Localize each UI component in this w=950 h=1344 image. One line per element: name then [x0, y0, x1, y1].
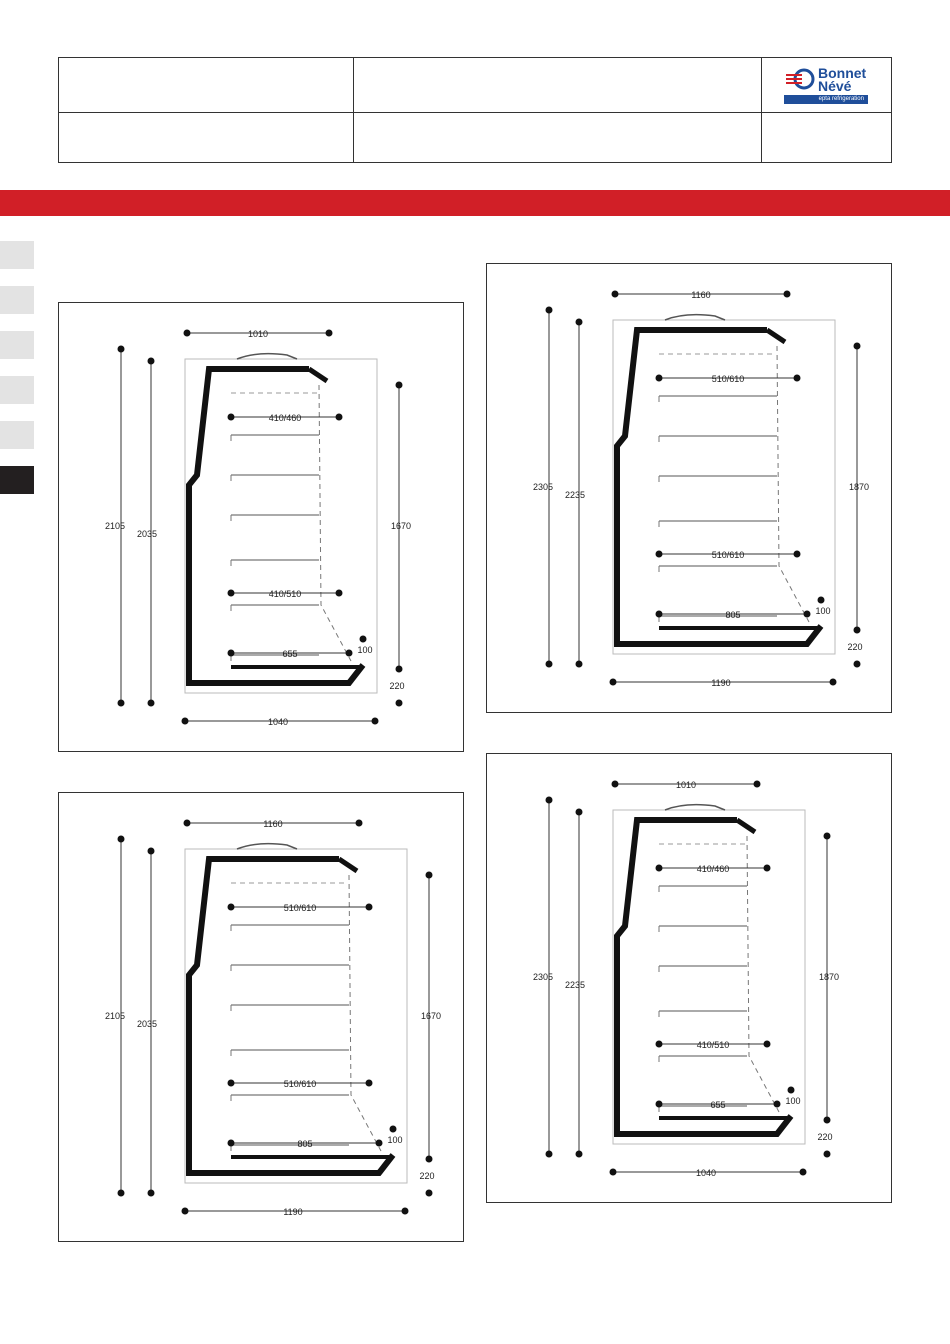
dimension-dot	[182, 1208, 189, 1215]
dimension-shelf-top: 510/610	[711, 374, 745, 384]
canopy-line	[665, 315, 725, 320]
dimension-dot	[546, 1151, 553, 1158]
dimension-base-height: 220	[847, 642, 863, 652]
top-lip	[737, 820, 755, 832]
canopy-line	[665, 805, 725, 810]
dimension-dot	[824, 1151, 831, 1158]
dimension-dot	[426, 872, 433, 879]
dimension-dot	[764, 1041, 771, 1048]
dimension-dot	[118, 836, 125, 843]
dimension-base-depth: 655	[282, 649, 298, 659]
dimension-dot	[228, 650, 235, 657]
brand-name-line2: Névé	[818, 78, 852, 94]
dimension-shelf-low: 510/610	[711, 550, 745, 560]
dimension-dot	[396, 382, 403, 389]
side-tab[interactable]	[0, 421, 34, 449]
brand-logo	[784, 64, 868, 104]
canopy-line	[237, 354, 297, 359]
header-row-divider	[59, 112, 891, 113]
dimension-dot	[390, 1126, 397, 1133]
dimension-gap: 100	[387, 1135, 403, 1145]
dimension-dot	[182, 718, 189, 725]
dimension-dot	[326, 330, 333, 337]
dimension-dot	[148, 358, 155, 365]
dimension-dot	[612, 291, 619, 298]
dimension-dot	[228, 1140, 235, 1147]
top-lip	[767, 330, 785, 342]
dimension-dot	[656, 551, 663, 558]
side-tab[interactable]	[0, 331, 34, 359]
header-divider	[353, 58, 354, 162]
cabinet-outline	[613, 810, 805, 1144]
side-tab[interactable]	[0, 241, 34, 269]
dimension-shelf-low: 410/510	[268, 589, 302, 599]
dimension-inner-height: 2235	[564, 980, 586, 990]
dimension-dot	[184, 820, 191, 827]
side-tab[interactable]	[0, 286, 34, 314]
cabinet-section-drawing	[59, 793, 463, 1241]
dimension-dot	[794, 375, 801, 382]
dimension-dot	[612, 781, 619, 788]
cabinet-section-drawing	[59, 303, 463, 751]
top-lip	[339, 859, 357, 871]
dimension-dot	[148, 1190, 155, 1197]
dimension-dot	[764, 865, 771, 872]
cabinet-drawing-panel	[486, 753, 892, 1203]
header-table	[58, 57, 892, 163]
air-curtain-line	[777, 346, 809, 622]
cabinet-section-drawing	[487, 754, 891, 1202]
dimension-dot	[118, 1190, 125, 1197]
dimension-dot	[426, 1190, 433, 1197]
dimension-dot	[854, 343, 861, 350]
dimension-dot	[824, 1117, 831, 1124]
air-curtain-line	[319, 385, 351, 661]
dimension-dot	[830, 679, 837, 686]
dimension-base-depth: 805	[725, 610, 741, 620]
dimension-dot	[376, 1140, 383, 1147]
dimension-dot	[656, 1041, 663, 1048]
section-band	[0, 190, 950, 216]
dimension-front-height: 1870	[818, 972, 840, 982]
dimension-dot	[656, 1101, 663, 1108]
dimension-dot	[546, 307, 553, 314]
dimension-bottom-width: 1040	[695, 1168, 717, 1178]
dimension-dot	[228, 590, 235, 597]
dimension-dot	[366, 904, 373, 911]
dimension-total-height: 2305	[532, 482, 554, 492]
dimension-bottom-width: 1190	[283, 1207, 303, 1217]
dimension-dot	[656, 611, 663, 618]
dimension-dot	[610, 1169, 617, 1176]
dimension-shelf-low: 410/510	[696, 1040, 730, 1050]
dimension-dot	[784, 291, 791, 298]
dimension-dot	[788, 1087, 795, 1094]
cabinet-outline	[185, 359, 377, 693]
dimension-dot	[148, 848, 155, 855]
dimension-dot	[610, 679, 617, 686]
dimension-gap: 100	[785, 1096, 801, 1106]
dimension-base-depth: 805	[297, 1139, 313, 1149]
dimension-dot	[546, 797, 553, 804]
dimension-dot	[804, 611, 811, 618]
dimension-base-height: 220	[419, 1171, 435, 1181]
dimension-front-height: 1870	[848, 482, 870, 492]
dimension-dot	[854, 627, 861, 634]
dimension-dot	[426, 1156, 433, 1163]
dimension-top-width: 1160	[263, 819, 283, 829]
dimension-base-depth: 655	[710, 1100, 726, 1110]
dimension-dot	[148, 700, 155, 707]
dimension-dot	[818, 597, 825, 604]
dimension-gap: 100	[357, 645, 373, 655]
dimension-bottom-width: 1190	[711, 678, 731, 688]
side-tab-active[interactable]	[0, 466, 34, 494]
dimension-top-width: 1160	[691, 290, 711, 300]
cabinet-section-drawing	[487, 264, 891, 712]
air-curtain-line	[747, 836, 779, 1112]
dimension-inner-height: 2235	[564, 490, 586, 500]
dimension-dot	[372, 718, 379, 725]
dimension-dot	[576, 1151, 583, 1158]
dimension-dot	[794, 551, 801, 558]
cabinet-drawing-panel	[58, 302, 464, 752]
dimension-dot	[854, 661, 861, 668]
dimension-dot	[228, 414, 235, 421]
top-lip	[309, 369, 327, 381]
cabinet-drawing-panel	[58, 792, 464, 1242]
brand-name-line1: Bonnet	[818, 65, 867, 81]
cabinet-outline	[613, 320, 835, 654]
cabinet-outline	[185, 849, 407, 1183]
dimension-dot	[546, 661, 553, 668]
dimension-top-width: 1010	[247, 329, 269, 339]
dimension-dot	[774, 1101, 781, 1108]
dimension-dot	[336, 590, 343, 597]
dimension-dot	[576, 809, 583, 816]
dimension-shelf-low: 510/610	[283, 1079, 317, 1089]
dimension-dot	[800, 1169, 807, 1176]
dimension-dot	[824, 833, 831, 840]
canopy-line	[237, 844, 297, 849]
brand-swirl-icon	[784, 64, 818, 94]
dimension-dot	[754, 781, 761, 788]
dimension-dot	[356, 820, 363, 827]
dimension-bottom-width: 1040	[267, 717, 289, 727]
dimension-dot	[118, 346, 125, 353]
dimension-shelf-top: 510/610	[283, 903, 317, 913]
dimension-front-height: 1670	[390, 521, 412, 531]
dimension-gap: 100	[815, 606, 831, 616]
cabinet-drawing-panel	[486, 263, 892, 713]
dimension-dot	[576, 661, 583, 668]
dimension-dot	[184, 330, 191, 337]
dimension-total-height: 2105	[104, 521, 126, 531]
side-tab[interactable]	[0, 376, 34, 404]
dimension-dot	[336, 414, 343, 421]
dimension-dot	[656, 375, 663, 382]
dimension-dot	[656, 865, 663, 872]
dimension-total-height: 2305	[532, 972, 554, 982]
header-divider	[761, 58, 762, 162]
dimension-dot	[228, 1080, 235, 1087]
dimension-shelf-top: 410/460	[268, 413, 302, 423]
dimension-inner-height: 2035	[136, 1019, 158, 1029]
dimension-dot	[118, 700, 125, 707]
brand-tagline: epta refrigeration	[784, 95, 868, 104]
dimension-base-height: 220	[817, 1132, 833, 1142]
dimension-dot	[228, 904, 235, 911]
dimension-top-width: 1010	[675, 780, 697, 790]
dimension-dot	[366, 1080, 373, 1087]
dimension-dot	[396, 700, 403, 707]
dimension-dot	[576, 319, 583, 326]
dimension-shelf-top: 410/460	[696, 864, 730, 874]
dimension-dot	[402, 1208, 409, 1215]
dimension-inner-height: 2035	[136, 529, 158, 539]
dimension-total-height: 2105	[104, 1011, 126, 1021]
dimension-dot	[396, 666, 403, 673]
air-curtain-line	[349, 875, 381, 1151]
dimension-dot	[346, 650, 353, 657]
dimension-front-height: 1670	[420, 1011, 442, 1021]
dimension-dot	[360, 636, 367, 643]
dimension-base-height: 220	[389, 681, 405, 691]
